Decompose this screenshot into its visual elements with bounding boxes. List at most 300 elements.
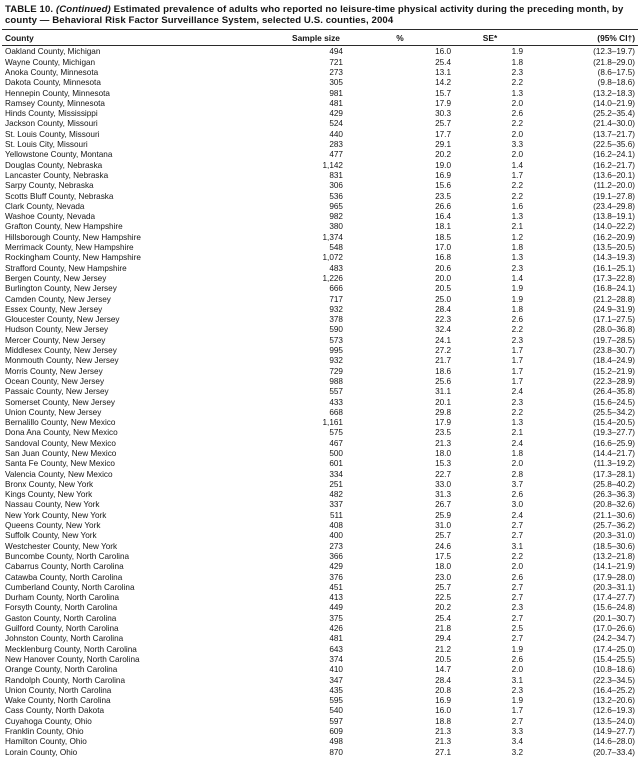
- percent-cell: 18.8: [435, 716, 451, 726]
- county-cell: Queens County, New York: [5, 521, 101, 531]
- table-row: [2, 531, 638, 541]
- sample-size-cell: 400: [329, 531, 343, 541]
- se-cell: 1.7: [511, 366, 523, 376]
- percent-cell: 18.0: [435, 562, 451, 572]
- percent-cell: 25.4: [435, 57, 451, 67]
- ci-cell: (23.4–29.8): [593, 201, 635, 211]
- ci-cell: (14.4–21.7): [593, 448, 635, 458]
- county-cell: Cass County, North Dakota: [5, 706, 105, 716]
- prevalence-table: [2, 29, 638, 757]
- percent-cell: 20.0: [435, 273, 451, 283]
- sample-size-cell: 334: [329, 469, 343, 479]
- se-cell: 1.8: [511, 304, 523, 314]
- county-cell: Hennepin County, Minnesota: [5, 88, 110, 98]
- se-cell: 2.2: [511, 191, 523, 201]
- ci-cell: (17.9–28.0): [593, 572, 635, 582]
- se-cell: 3.0: [511, 500, 523, 510]
- percent-cell: 20.6: [435, 263, 451, 273]
- table-row: [2, 89, 638, 99]
- ci-cell: (14.0–22.2): [593, 222, 635, 232]
- table-row: [2, 655, 638, 665]
- percent-cell: 22.3: [435, 315, 451, 325]
- table-row: [2, 78, 638, 88]
- percent-cell: 29.4: [435, 634, 451, 644]
- sample-size-cell: 548: [329, 243, 343, 253]
- se-cell: 2.0: [511, 150, 523, 160]
- se-cell: 1.9: [511, 47, 523, 57]
- sample-size-cell: 380: [329, 222, 343, 232]
- percent-cell: 25.6: [435, 376, 451, 386]
- county-cell: Camden County, New Jersey: [5, 294, 111, 304]
- sample-size-cell: 995: [329, 346, 343, 356]
- county-cell: Rockingham County, New Hampshire: [5, 253, 141, 263]
- ci-cell: (14.3–19.3): [593, 253, 635, 263]
- percent-cell: 31.0: [435, 521, 451, 531]
- percent-cell: 28.4: [435, 675, 451, 685]
- ci-cell: (24.2–34.7): [593, 634, 635, 644]
- se-cell: 1.3: [511, 418, 523, 428]
- se-cell: 1.6: [511, 201, 523, 211]
- ci-cell: (16.2–21.7): [593, 160, 635, 170]
- county-cell: Lorain County, Ohio: [5, 747, 78, 757]
- ci-cell: (11.2–20.0): [593, 181, 635, 191]
- sample-size-cell: 524: [329, 119, 343, 129]
- table-row: [2, 593, 638, 603]
- percent-cell: 29.8: [435, 407, 451, 417]
- ci-cell: (16.1–25.1): [593, 263, 635, 273]
- sample-size-cell: 831: [329, 170, 343, 180]
- county-cell: Hinds County, Mississippi: [5, 109, 98, 119]
- percent-cell: 16.9: [435, 696, 451, 706]
- percent-cell: 16.9: [435, 170, 451, 180]
- se-cell: 3.1: [511, 675, 523, 685]
- percent-cell: 15.6: [435, 181, 451, 191]
- county-cell: St. Louis City, Missouri: [5, 140, 88, 150]
- ci-cell: (13.6–20.1): [593, 170, 635, 180]
- table-row: [2, 161, 638, 171]
- se-cell: 2.3: [511, 685, 523, 695]
- sample-size-cell: 481: [329, 634, 343, 644]
- percent-cell: 22.7: [435, 469, 451, 479]
- se-cell: 2.3: [511, 68, 523, 77]
- table-row: [2, 542, 638, 552]
- se-cell: 3.3: [511, 140, 523, 150]
- sample-size-cell: 870: [329, 747, 343, 757]
- table-row: [2, 696, 638, 706]
- sample-size-cell: 595: [329, 696, 343, 706]
- se-cell: 2.2: [511, 119, 523, 129]
- county-cell: Cabarrus County, North Carolina: [5, 562, 124, 572]
- percent-cell: 31.3: [435, 490, 451, 500]
- percent-cell: 25.0: [435, 294, 451, 304]
- sample-size-cell: 965: [329, 201, 343, 211]
- percent-cell: 14.7: [435, 665, 451, 675]
- sample-size-cell: 413: [329, 593, 343, 603]
- percent-cell: 20.2: [435, 603, 451, 613]
- county-cell: Cuyahoga County, Ohio: [5, 716, 92, 726]
- table-row: [2, 150, 638, 160]
- ci-cell: (16.2–20.9): [593, 232, 635, 242]
- ci-cell: (22.3–28.9): [593, 376, 635, 386]
- table-row: [2, 315, 638, 325]
- percent-cell: 21.8: [435, 624, 451, 634]
- county-cell: Johnston County, North Carolina: [5, 634, 124, 644]
- sample-size-cell: 429: [329, 109, 343, 119]
- se-cell: 1.8: [511, 57, 523, 67]
- ci-cell: (13.7–21.7): [593, 129, 635, 139]
- percent-cell: 23.0: [435, 572, 451, 582]
- sample-size-cell: 573: [329, 335, 343, 345]
- se-cell: 1.8: [511, 448, 523, 458]
- se-cell: 1.7: [511, 170, 523, 180]
- county-cell: Anoka County, Minnesota: [5, 68, 99, 77]
- table-row: [2, 171, 638, 181]
- table-row: [2, 500, 638, 510]
- percent-cell: 17.5: [435, 551, 451, 561]
- se-cell: 3.7: [511, 479, 523, 489]
- county-cell: Guilford County, North Carolina: [5, 624, 119, 634]
- sample-size-cell: 721: [329, 57, 343, 67]
- percent-cell: 23.5: [435, 428, 451, 438]
- se-cell: 2.3: [511, 335, 523, 345]
- county-cell: Suffolk County, New York: [5, 531, 97, 541]
- sample-size-cell: 283: [329, 140, 343, 150]
- sample-size-cell: 668: [329, 407, 343, 417]
- county-cell: Lancaster County, Nebraska: [5, 170, 109, 180]
- table-row: [2, 233, 638, 243]
- se-cell: 2.4: [511, 387, 523, 397]
- percent-cell: 18.5: [435, 232, 451, 242]
- ci-cell: (17.4–27.7): [593, 593, 635, 603]
- percent-cell: 25.7: [435, 531, 451, 541]
- se-cell: 1.8: [511, 243, 523, 253]
- sample-size-cell: 1,072: [322, 253, 343, 263]
- se-cell: 1.3: [511, 253, 523, 263]
- se-cell: 2.0: [511, 665, 523, 675]
- county-cell: Oakland County, Michigan: [5, 47, 101, 57]
- table-row: [2, 398, 638, 408]
- table-body: [2, 46, 638, 758]
- se-cell: 2.2: [511, 325, 523, 335]
- ci-cell: (13.5–20.5): [593, 243, 635, 253]
- county-cell: Hillsborough County, New Hampshire: [5, 232, 141, 242]
- table-row: [2, 295, 638, 305]
- table-row: [2, 264, 638, 274]
- percent-cell: 33.0: [435, 479, 451, 489]
- sample-size-cell: 982: [329, 212, 343, 222]
- table-row: [2, 562, 638, 572]
- table-row: [2, 583, 638, 593]
- table-row: [2, 222, 638, 232]
- se-cell: 1.7: [511, 376, 523, 386]
- se-cell: 2.6: [511, 572, 523, 582]
- percent-cell: 28.4: [435, 304, 451, 314]
- ci-cell: (14.6–28.0): [593, 737, 635, 747]
- sample-size-cell: 251: [329, 479, 343, 489]
- table-row: [2, 109, 638, 119]
- se-cell: 1.9: [511, 284, 523, 294]
- sample-size-cell: 426: [329, 624, 343, 634]
- percent-cell: 32.4: [435, 325, 451, 335]
- se-cell: 1.3: [511, 212, 523, 222]
- table-row: [2, 336, 638, 346]
- county-cell: Union County, North Carolina: [5, 685, 112, 695]
- sample-size-cell: 482: [329, 490, 343, 500]
- se-cell: 2.7: [511, 531, 523, 541]
- se-cell: 2.3: [511, 397, 523, 407]
- county-cell: Jackson County, Missouri: [5, 119, 98, 129]
- ci-cell: (14.0–21.9): [593, 98, 635, 108]
- county-cell: Douglas County, Nebraska: [5, 160, 103, 170]
- ci-cell: (25.2–35.4): [593, 109, 635, 119]
- percent-cell: 25.7: [435, 119, 451, 129]
- county-cell: Bronx County, New York: [5, 479, 94, 489]
- sample-size-cell: 337: [329, 500, 343, 510]
- table-row: [2, 212, 638, 222]
- percent-cell: 27.2: [435, 346, 451, 356]
- sample-size-cell: 451: [329, 582, 343, 592]
- ci-cell: (25.5–34.2): [593, 407, 635, 417]
- table-row: [2, 305, 638, 315]
- sample-size-cell: 374: [329, 654, 343, 664]
- ci-cell: (14.1–21.9): [593, 562, 635, 572]
- table-row: [2, 449, 638, 459]
- county-cell: Ramsey County, Minnesota: [5, 98, 105, 108]
- county-cell: Catawba County, North Carolina: [5, 572, 123, 582]
- county-cell: Buncombe County, North Carolina: [5, 551, 130, 561]
- sample-size-cell: 988: [329, 376, 343, 386]
- table-row: [2, 387, 638, 397]
- se-cell: 1.2: [511, 232, 523, 242]
- county-cell: Grafton County, New Hampshire: [5, 222, 123, 232]
- table-row: [2, 274, 638, 284]
- ci-cell: (11.3–19.2): [593, 459, 635, 469]
- percent-cell: 15.7: [435, 88, 451, 98]
- table-row: [2, 325, 638, 335]
- county-cell: New Hanover County, North Carolina: [5, 654, 140, 664]
- col-header-county: County: [2, 30, 286, 46]
- sample-size-cell: 557: [329, 387, 343, 397]
- county-cell: Cumberland County, North Carolina: [5, 582, 135, 592]
- table-row: [2, 377, 638, 387]
- ci-cell: (20.3–31.0): [593, 531, 635, 541]
- county-cell: Bergen County, New Jersey: [5, 273, 107, 283]
- col-header-percent: %: [346, 30, 454, 46]
- se-cell: 2.1: [511, 428, 523, 438]
- percent-cell: 21.3: [435, 737, 451, 747]
- sample-size-cell: 597: [329, 716, 343, 726]
- county-cell: Mercer County, New Jersey: [5, 335, 106, 345]
- county-cell: Middlesex County, New Jersey: [5, 346, 117, 356]
- percent-cell: 18.6: [435, 366, 451, 376]
- se-cell: 1.4: [511, 160, 523, 170]
- table-row: [2, 490, 638, 500]
- col-header-sample-size: Sample size: [286, 30, 346, 46]
- se-cell: 2.3: [511, 263, 523, 273]
- sample-size-cell: 429: [329, 562, 343, 572]
- ci-cell: (13.8–19.1): [593, 212, 635, 222]
- sample-size-cell: 536: [329, 191, 343, 201]
- county-cell: Burlington County, New Jersey: [5, 284, 117, 294]
- ci-cell: (17.3–22.8): [593, 273, 635, 283]
- percent-cell: 26.6: [435, 201, 451, 211]
- ci-cell: (20.1–30.7): [593, 613, 635, 623]
- ci-cell: (22.5–35.6): [593, 140, 635, 150]
- county-cell: New York County, New York: [5, 510, 107, 520]
- se-cell: 2.6: [511, 490, 523, 500]
- se-cell: 3.4: [511, 737, 523, 747]
- ci-cell: (18.4–24.9): [593, 356, 635, 366]
- table-row: [2, 634, 638, 644]
- se-cell: 1.9: [511, 696, 523, 706]
- county-cell: Randolph County, North Carolina: [5, 675, 125, 685]
- sample-size-cell: 1,161: [322, 418, 343, 428]
- table-row: [2, 408, 638, 418]
- se-cell: 1.7: [511, 706, 523, 716]
- ci-cell: (21.8–29.0): [593, 57, 635, 67]
- se-cell: 2.4: [511, 510, 523, 520]
- sample-size-cell: 500: [329, 448, 343, 458]
- se-cell: 2.7: [511, 593, 523, 603]
- se-cell: 2.2: [511, 78, 523, 88]
- sample-size-cell: 273: [329, 541, 343, 551]
- sample-size-cell: 433: [329, 397, 343, 407]
- se-cell: 3.1: [511, 541, 523, 551]
- table-row: [2, 614, 638, 624]
- ci-cell: (18.5–30.6): [593, 541, 635, 551]
- sample-size-cell: 494: [329, 47, 343, 57]
- county-cell: Essex County, New Jersey: [5, 304, 103, 314]
- county-cell: Gaston County, North Carolina: [5, 613, 117, 623]
- percent-cell: 20.1: [435, 397, 451, 407]
- se-cell: 1.7: [511, 356, 523, 366]
- col-header-ci: (95% CI†): [526, 30, 638, 46]
- table-row: [2, 737, 638, 747]
- se-cell: 2.8: [511, 469, 523, 479]
- county-cell: Kings County, New York: [5, 490, 93, 500]
- percent-cell: 17.9: [435, 98, 451, 108]
- ci-cell: (17.1–27.5): [593, 315, 635, 325]
- percent-cell: 25.4: [435, 613, 451, 623]
- table-row: [2, 192, 638, 202]
- percent-cell: 14.2: [435, 78, 451, 88]
- sample-size-cell: 601: [329, 459, 343, 469]
- ci-cell: (21.2–28.8): [593, 294, 635, 304]
- se-cell: 2.5: [511, 624, 523, 634]
- table-row: [2, 367, 638, 377]
- table-row: [2, 717, 638, 727]
- ci-cell: (15.4–20.5): [593, 418, 635, 428]
- se-cell: 1.7: [511, 346, 523, 356]
- table-row: [2, 748, 638, 758]
- county-cell: Nassau County, New York: [5, 500, 100, 510]
- sample-size-cell: 273: [329, 68, 343, 77]
- ci-cell: (16.6–25.9): [593, 438, 635, 448]
- ci-cell: (15.4–25.5): [593, 654, 635, 664]
- header-row: [2, 30, 638, 46]
- table-title: [2, 3, 638, 29]
- percent-cell: 20.5: [435, 284, 451, 294]
- ci-cell: (8.6–17.5): [597, 68, 635, 77]
- percent-cell: 15.3: [435, 459, 451, 469]
- percent-cell: 29.1: [435, 140, 451, 150]
- table-title-continued: (Continued): [55, 4, 111, 15]
- county-cell: Sandoval County, New Mexico: [5, 438, 116, 448]
- sample-size-cell: 1,142: [322, 160, 343, 170]
- sample-size-cell: 481: [329, 98, 343, 108]
- ci-cell: (17.4–25.0): [593, 644, 635, 654]
- table-row: [2, 521, 638, 531]
- county-cell: Monmouth County, New Jersey: [5, 356, 119, 366]
- table-row: [2, 676, 638, 686]
- table-row: [2, 645, 638, 655]
- se-cell: 2.6: [511, 109, 523, 119]
- se-cell: 1.4: [511, 273, 523, 283]
- ci-cell: (16.8–24.1): [593, 284, 635, 294]
- table-row: [2, 140, 638, 150]
- county-cell: Washoe County, Nevada: [5, 212, 96, 222]
- table-row: [2, 603, 638, 613]
- table-row: [2, 439, 638, 449]
- county-cell: Merrimack County, New Hampshire: [5, 243, 134, 253]
- se-cell: 2.3: [511, 603, 523, 613]
- county-cell: Hudson County, New Jersey: [5, 325, 109, 335]
- sample-size-cell: 467: [329, 438, 343, 448]
- sample-size-cell: 378: [329, 315, 343, 325]
- percent-cell: 26.7: [435, 500, 451, 510]
- table-title-number: TABLE 10.: [5, 4, 56, 15]
- table-row: [2, 428, 638, 438]
- percent-cell: 21.3: [435, 727, 451, 736]
- table-row: [2, 480, 638, 490]
- percent-cell: 24.1: [435, 335, 451, 345]
- county-cell: Morris County, New Jersey: [5, 366, 103, 376]
- sample-size-cell: 376: [329, 572, 343, 582]
- table-row: [2, 202, 638, 212]
- percent-cell: 25.7: [435, 582, 451, 592]
- table-row: [2, 253, 638, 263]
- ci-cell: (20.7–33.4): [593, 747, 635, 757]
- ci-cell: (15.2–21.9): [593, 366, 635, 376]
- county-cell: Yellowstone County, Montana: [5, 150, 113, 160]
- county-cell: Hamilton County, Ohio: [5, 737, 87, 747]
- sample-size-cell: 932: [329, 304, 343, 314]
- se-cell: 3.3: [511, 727, 523, 736]
- table-row: [2, 181, 638, 191]
- sample-size-cell: 498: [329, 737, 343, 747]
- sample-size-cell: 375: [329, 613, 343, 623]
- percent-cell: 22.5: [435, 593, 451, 603]
- sample-size-cell: 408: [329, 521, 343, 531]
- sample-size-cell: 305: [329, 78, 343, 88]
- table-row: [2, 356, 638, 366]
- table-row: [2, 99, 638, 109]
- table-row: [2, 68, 638, 78]
- se-cell: 2.1: [511, 222, 523, 232]
- ci-cell: (16.4–25.2): [593, 685, 635, 695]
- county-cell: Union County, New Jersey: [5, 407, 102, 417]
- county-cell: Dakota County, Minnesota: [5, 78, 101, 88]
- county-cell: Wayne County, Michigan: [5, 57, 96, 67]
- se-cell: 2.6: [511, 654, 523, 664]
- percent-cell: 20.8: [435, 685, 451, 695]
- se-cell: 2.7: [511, 634, 523, 644]
- sample-size-cell: 306: [329, 181, 343, 191]
- se-cell: 2.7: [511, 716, 523, 726]
- county-cell: Strafford County, New Hampshire: [5, 263, 127, 273]
- se-cell: 2.4: [511, 438, 523, 448]
- se-cell: 1.3: [511, 88, 523, 98]
